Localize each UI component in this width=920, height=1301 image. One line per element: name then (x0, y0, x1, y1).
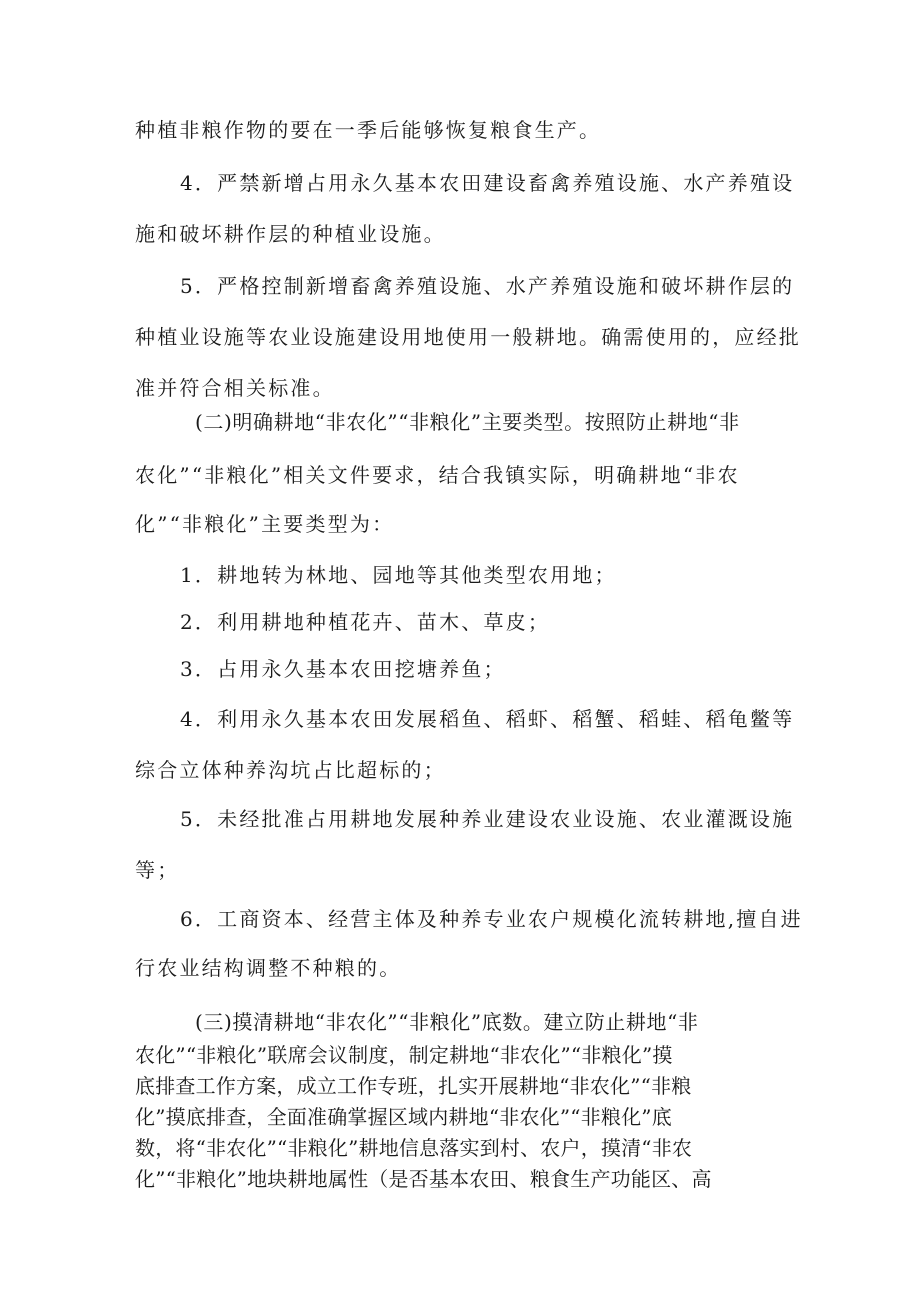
text-line-19: (三)摸清耕地“非农化”“非粮化”底数。建立防止耕地“非 (195, 1010, 699, 1034)
text-line-18: 行农业结构调整不种粮的。 (135, 956, 402, 980)
text-line-16: 等； (135, 858, 180, 882)
text-line-11: 2．利用耕地种植花卉、苗木、草皮； (180, 610, 551, 634)
text-line-7: (二)明确耕地“非农化”“非粮化”主要类型。按照防止耕地“非 (195, 410, 740, 434)
text-line-6: 准并符合相关标准。 (135, 376, 335, 400)
text-line-2: 4．严禁新增占用永久基本农田建设畜禽养殖设施、水产养殖设 (180, 171, 795, 195)
text-line-3: 施和破坏耕作层的种植业设施。 (135, 222, 446, 246)
text-line-20: 农化”“非粮化”联席会议制度，制定耕地“非农化”“非粮化”摸 (135, 1043, 673, 1067)
text-line-24: 化”“非粮化”地块耕地属性（是否基本农田、粮食生产功能区、高 (135, 1167, 712, 1191)
text-line-5: 种植业设施等农业设施建设用地使用一般耕地。确需使用的，应经批 (135, 325, 801, 349)
text-line-10: 1．耕地转为林地、园地等其他类型农用地； (180, 563, 617, 587)
text-line-17: 6．工商资本、经营主体及种养专业农户规模化流转耕地,擅自进 (180, 907, 803, 931)
text-line-4: 5．严格控制新增畜禽养殖设施、水产养殖设施和破坏耕作层的 (180, 274, 795, 298)
text-line-8: 农化”“非粮化”相关文件要求，结合我镇实际，明确耕地“非农 (135, 463, 740, 487)
text-line-15: 5．未经批准占用耕地发展种养业建设农业设施、农业灌溉设施 (180, 807, 795, 831)
text-line-9: 化”“非粮化”主要类型为： (135, 512, 395, 536)
text-line-1: 种植非粮作物的要在一季后能够恢复粮食生产。 (135, 118, 602, 142)
text-line-13: 4．利用永久基本农田发展稻鱼、稻虾、稻蟹、稻蛙、稻龟鳖等 (180, 707, 795, 731)
text-line-14: 综合立体种养沟坑占比超标的； (135, 758, 446, 782)
text-line-22: 化”摸底排查，全面准确掌握区域内耕地“非农化”“非粮化”底 (135, 1105, 672, 1129)
text-line-23: 数，将“非农化”“非粮化”耕地信息落实到村、农户，摸清“非农 (135, 1136, 693, 1160)
text-line-21: 底排查工作方案，成立工作专班，扎实开展耕地“非农化”“非粮 (135, 1074, 692, 1098)
text-line-12: 3．占用永久基本农田挖塘养鱼； (180, 657, 506, 681)
